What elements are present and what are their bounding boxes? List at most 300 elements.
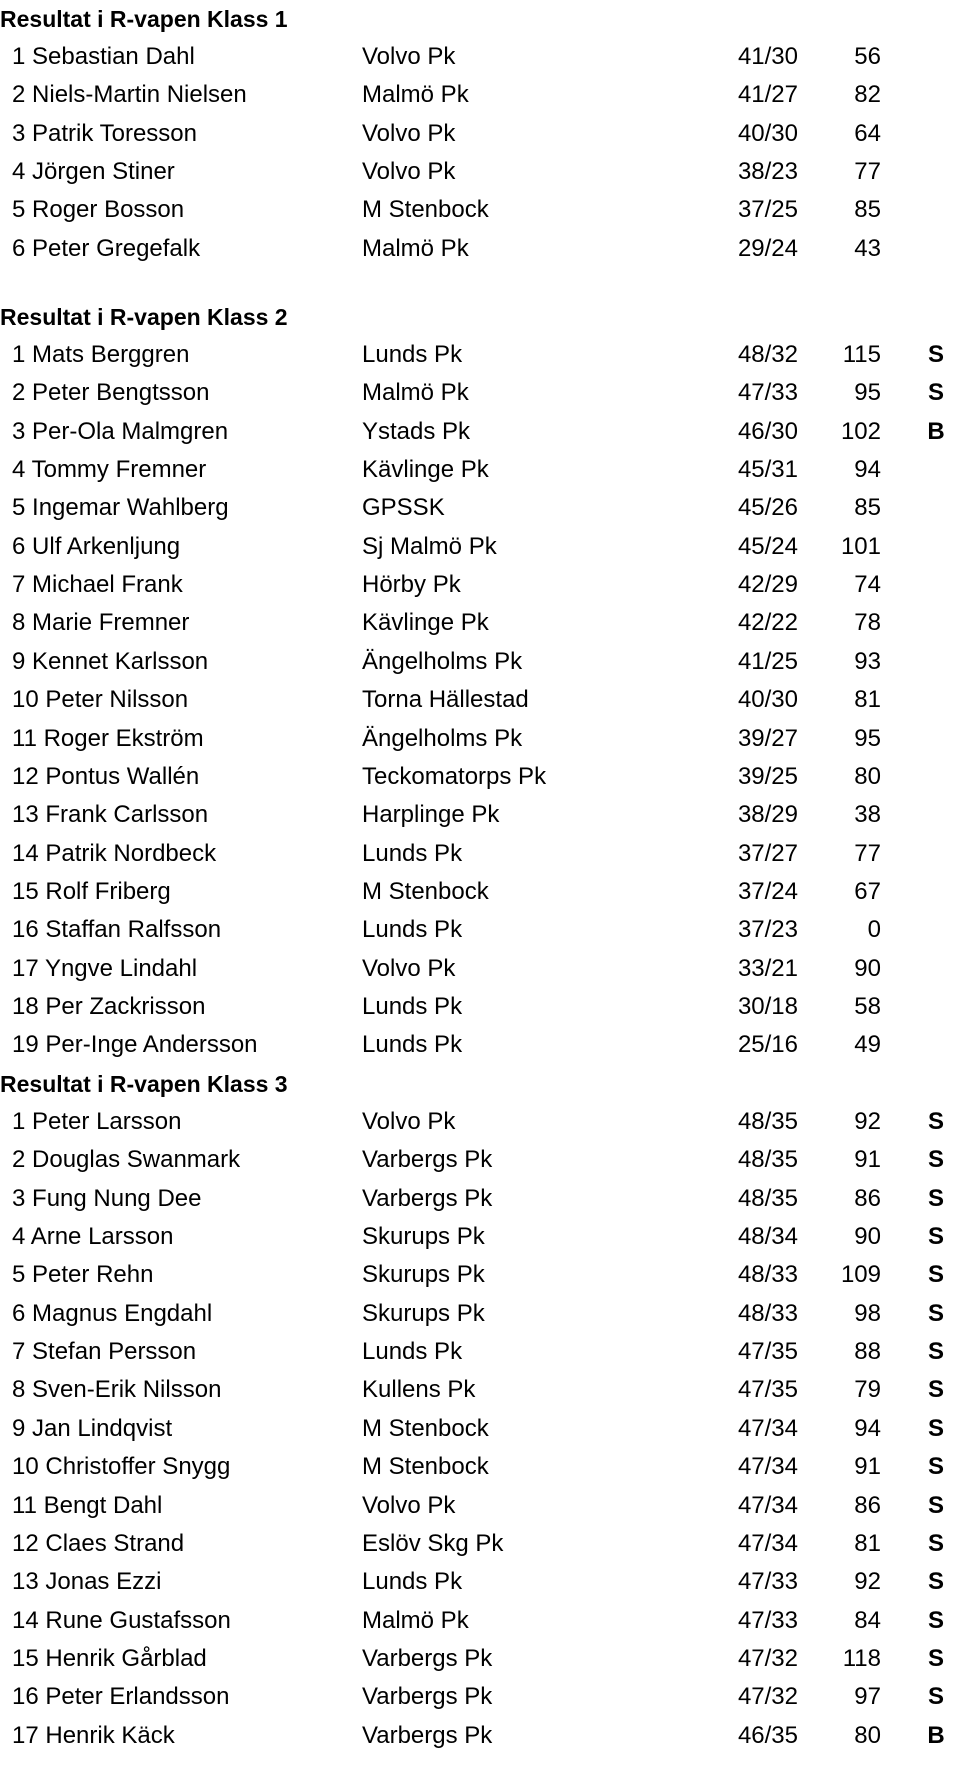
- mark-badge: S: [927, 1108, 944, 1135]
- competitor-name: Magnus Engdahl: [32, 1299, 213, 1327]
- place-number: 18: [12, 992, 39, 1020]
- place-number: 14: [12, 1606, 39, 1634]
- result-row: [0, 1487, 960, 1525]
- competitor-cell: [12, 489, 229, 527]
- result-row: [0, 374, 960, 412]
- competitor-name: Peter Gregefalk: [32, 234, 201, 262]
- club-name: Malmö Pk: [362, 234, 469, 262]
- points-value: 0: [867, 916, 881, 944]
- score-value: 47/34: [737, 1491, 798, 1519]
- points-value: 81: [854, 1529, 881, 1557]
- result-row: [0, 835, 960, 873]
- points-value: 94: [854, 1414, 881, 1442]
- mark-badge: S: [927, 1529, 944, 1557]
- place-number: 11: [12, 1491, 37, 1519]
- place-number: 19: [12, 1031, 39, 1059]
- points-value: 92: [854, 1108, 881, 1135]
- result-row: [0, 153, 960, 191]
- competitor-cell: [12, 1333, 196, 1371]
- club-name: Skurups Pk: [362, 1299, 485, 1327]
- competitor-name: Ulf Arkenljung: [32, 532, 181, 560]
- points-value: 86: [854, 1184, 881, 1212]
- result-row: [0, 1602, 960, 1640]
- result-row: [0, 911, 960, 949]
- score-value: 47/32: [737, 1644, 798, 1672]
- result-row: [0, 566, 960, 604]
- score-value: 47/35: [737, 1376, 798, 1404]
- score-value: 25/16: [737, 1031, 798, 1059]
- result-row: [0, 76, 960, 114]
- competitor-cell: [12, 1371, 221, 1409]
- competitor-name: Peter Nilsson: [45, 686, 189, 714]
- competitor-name: Bengt Dahl: [43, 1491, 163, 1519]
- competitor-name: Stefan Persson: [32, 1338, 197, 1366]
- points-value: 77: [854, 158, 881, 186]
- club-name: Eslöv Skg Pk: [362, 1529, 504, 1557]
- competitor-cell: [12, 1602, 231, 1640]
- score-value: 48/35: [737, 1146, 798, 1174]
- result-row: [0, 1256, 960, 1294]
- place-number: 13: [12, 801, 39, 829]
- competitor-cell: [12, 1678, 229, 1716]
- mark-badge: B: [927, 417, 945, 445]
- place-number: 1: [12, 1108, 26, 1135]
- result-row: [0, 1640, 960, 1678]
- result-row: [0, 1717, 960, 1755]
- club-name: M Stenbock: [362, 1414, 489, 1442]
- mark-badge: B: [927, 1721, 945, 1749]
- competitor-name: Peter Erlandsson: [45, 1683, 230, 1711]
- mark-badge: S: [927, 1491, 944, 1519]
- result-row: [0, 413, 960, 451]
- competitor-name: Jörgen Stiner: [32, 158, 175, 186]
- place-number: 8: [12, 1376, 26, 1404]
- result-row: [0, 1410, 960, 1448]
- club-name: Kullens Pk: [362, 1376, 476, 1404]
- competitor-name: Per Zackrisson: [45, 992, 206, 1020]
- competitor-cell: [12, 336, 189, 374]
- score-value: 47/33: [737, 1568, 798, 1596]
- result-row: [0, 489, 960, 527]
- club-name: Varbergs Pk: [362, 1721, 493, 1749]
- points-value: 43: [854, 234, 881, 262]
- score-value: 42/29: [737, 571, 798, 599]
- result-row: [0, 758, 960, 796]
- points-value: 97: [854, 1683, 881, 1711]
- competitor-name: Roger Ekström: [43, 724, 204, 752]
- score-value: 41/30: [737, 43, 798, 70]
- place-number: 6: [12, 532, 26, 560]
- score-value: 48/35: [737, 1184, 798, 1212]
- score-value: 37/27: [737, 839, 798, 867]
- score-value: 42/22: [737, 609, 798, 637]
- place-number: 3: [12, 119, 26, 147]
- place-number: 16: [12, 1683, 39, 1711]
- points-value: 95: [854, 724, 881, 752]
- score-value: 37/24: [737, 877, 798, 905]
- competitor-name: Fung Nung Dee: [32, 1184, 202, 1212]
- club-name: Volvo Pk: [362, 119, 456, 147]
- club-name: Varbergs Pk: [362, 1184, 493, 1212]
- place-number: 8: [12, 609, 26, 637]
- club-name: Hörby Pk: [362, 571, 461, 599]
- score-value: 48/32: [737, 341, 798, 368]
- place-number: 9: [12, 1414, 26, 1442]
- place-number: 17: [12, 954, 39, 982]
- competitor-cell: [12, 604, 189, 642]
- score-value: 47/35: [737, 1338, 798, 1366]
- result-row: [0, 1026, 960, 1064]
- result-row: [0, 1295, 960, 1333]
- result-row: [0, 528, 960, 566]
- competitor-cell: [12, 1487, 162, 1525]
- competitor-name: Michael Frank: [32, 571, 183, 599]
- club-name: Lunds Pk: [362, 1568, 463, 1596]
- place-number: 4: [12, 456, 26, 484]
- place-number: 16: [12, 916, 39, 944]
- score-value: 40/30: [737, 686, 798, 714]
- place-number: 17: [12, 1721, 39, 1749]
- competitor-name: Sebastian Dahl: [32, 43, 195, 70]
- club-name: GPSSK: [362, 494, 445, 522]
- competitor-name: Niels-Martin Nielsen: [32, 81, 247, 109]
- competitor-name: Christoffer Snygg: [45, 1453, 231, 1481]
- points-value: 101: [840, 532, 881, 560]
- place-number: 9: [12, 647, 26, 675]
- competitor-cell: [12, 988, 205, 1026]
- mark-badge: S: [927, 1606, 944, 1634]
- competitor-cell: [12, 1410, 172, 1448]
- competitor-cell: [12, 1218, 173, 1256]
- score-value: 45/26: [737, 494, 798, 522]
- competitor-cell: [12, 1256, 153, 1294]
- result-row: [0, 796, 960, 834]
- score-value: 47/34: [737, 1529, 798, 1557]
- place-number: 2: [12, 379, 26, 407]
- score-value: 30/18: [737, 992, 798, 1020]
- place-number: 15: [12, 1644, 39, 1672]
- competitor-name: Staffan Ralfsson: [45, 916, 222, 944]
- points-value: 93: [854, 647, 881, 675]
- points-value: 85: [854, 196, 881, 224]
- points-value: 115: [842, 341, 881, 368]
- points-value: 88: [854, 1338, 881, 1366]
- competitor-cell: [12, 1026, 258, 1064]
- competitor-cell: [12, 1563, 161, 1601]
- competitor-cell: [12, 1448, 230, 1486]
- place-number: 15: [12, 877, 39, 905]
- competitor-cell: [12, 1103, 181, 1141]
- result-row: [0, 873, 960, 911]
- result-row: [0, 191, 960, 229]
- place-number: 2: [12, 1146, 26, 1174]
- competitor-cell: [12, 720, 204, 758]
- result-row: [0, 643, 960, 681]
- result-row: [0, 1180, 960, 1218]
- mark-badge: S: [927, 1223, 944, 1251]
- competitor-name: Peter Larsson: [32, 1108, 182, 1135]
- club-name: Lunds Pk: [362, 341, 463, 368]
- competitor-name: Rolf Friberg: [45, 877, 171, 905]
- club-name: Skurups Pk: [362, 1223, 485, 1251]
- competitor-name: Mats Berggren: [32, 341, 190, 368]
- competitor-name: Sven-Erik Nilsson: [32, 1376, 222, 1404]
- mark-badge: S: [927, 1453, 944, 1481]
- place-number: 6: [12, 1299, 26, 1327]
- score-value: 37/25: [737, 196, 798, 224]
- score-value: 46/35: [737, 1721, 798, 1749]
- competitor-cell: [12, 758, 199, 796]
- section-title: Resultat i R-vapen Klass 2: [0, 304, 288, 330]
- points-value: 92: [854, 1568, 881, 1596]
- club-name: Malmö Pk: [362, 1606, 469, 1634]
- competitor-name: Henrik Käck: [45, 1721, 175, 1749]
- club-name: Volvo Pk: [362, 158, 456, 186]
- score-value: 38/23: [737, 158, 798, 186]
- competitor-name: Pontus Wallén: [45, 762, 200, 790]
- club-name: Harplinge Pk: [362, 801, 500, 829]
- competitor-cell: [12, 1141, 240, 1179]
- place-number: 3: [12, 417, 26, 445]
- club-name: Varbergs Pk: [362, 1146, 493, 1174]
- place-number: 1: [12, 341, 26, 368]
- club-name: Lunds Pk: [362, 992, 463, 1020]
- club-name: Teckomatorps Pk: [362, 762, 547, 790]
- place-number: 2: [12, 81, 26, 109]
- points-value: 109: [840, 1261, 881, 1289]
- competitor-cell: [12, 566, 183, 604]
- score-value: 45/24: [737, 532, 798, 560]
- score-value: 40/30: [737, 119, 798, 147]
- result-row: [0, 1371, 960, 1409]
- club-name: Kävlinge Pk: [362, 609, 489, 637]
- place-number: 5: [12, 1261, 26, 1289]
- mark-badge: S: [927, 1146, 944, 1174]
- result-row: [0, 681, 960, 719]
- result-row: [0, 38, 960, 76]
- competitor-cell: [12, 413, 228, 451]
- result-row: [0, 336, 960, 374]
- competitor-cell: [12, 115, 197, 153]
- points-value: 98: [854, 1299, 881, 1327]
- mark-badge: S: [927, 1414, 944, 1442]
- club-name: Lunds Pk: [362, 916, 463, 944]
- score-value: 48/34: [737, 1223, 798, 1251]
- points-value: 80: [854, 1721, 881, 1749]
- club-name: Volvo Pk: [362, 1108, 456, 1135]
- mark-badge: S: [927, 1261, 944, 1289]
- competitor-cell: [12, 153, 175, 191]
- points-value: 91: [854, 1453, 881, 1481]
- mark-badge: S: [927, 1568, 944, 1596]
- result-row: [0, 1563, 960, 1601]
- points-value: 118: [842, 1644, 881, 1672]
- club-name: Ystads Pk: [362, 417, 471, 445]
- points-value: 94: [854, 456, 881, 484]
- score-value: 39/25: [737, 762, 798, 790]
- competitor-cell: [12, 1180, 201, 1218]
- mark-badge: S: [927, 1683, 944, 1711]
- club-name: Kävlinge Pk: [362, 456, 489, 484]
- points-value: 56: [854, 43, 881, 70]
- score-value: 41/27: [737, 81, 798, 109]
- score-value: 41/25: [737, 647, 798, 675]
- club-name: Varbergs Pk: [362, 1683, 493, 1711]
- points-value: 90: [854, 1223, 881, 1251]
- result-row: [0, 1525, 960, 1563]
- points-value: 81: [854, 686, 881, 714]
- score-value: 37/23: [737, 916, 798, 944]
- place-number: 14: [12, 839, 39, 867]
- place-number: 6: [12, 234, 26, 262]
- competitor-cell: [12, 796, 208, 834]
- club-name: Torna Hällestad: [362, 686, 529, 714]
- points-value: 79: [854, 1376, 881, 1404]
- competitor-name: Henrik Gårblad: [45, 1644, 207, 1672]
- competitor-name: Patrik Toresson: [32, 119, 197, 147]
- competitor-cell: [12, 643, 208, 681]
- competitor-cell: [12, 1295, 212, 1333]
- points-value: 58: [854, 992, 881, 1020]
- points-value: 77: [854, 839, 881, 867]
- points-value: 49: [854, 1031, 881, 1059]
- points-value: 85: [854, 494, 881, 522]
- score-value: 38/29: [737, 801, 798, 829]
- score-value: 47/33: [737, 1606, 798, 1634]
- place-number: 7: [12, 571, 26, 599]
- mark-badge: S: [927, 1184, 944, 1212]
- score-value: 46/30: [737, 417, 798, 445]
- competitor-name: Frank Carlsson: [45, 801, 209, 829]
- competitor-cell: [12, 835, 216, 873]
- points-value: 102: [840, 417, 881, 445]
- mark-badge: S: [927, 1644, 944, 1672]
- competitor-cell: [12, 76, 247, 114]
- club-name: Volvo Pk: [362, 954, 456, 982]
- competitor-cell: [12, 681, 188, 719]
- result-row: [0, 1218, 960, 1256]
- score-value: 33/21: [737, 954, 798, 982]
- result-row: [0, 1333, 960, 1371]
- club-name: Varbergs Pk: [362, 1644, 493, 1672]
- place-number: 12: [12, 762, 39, 790]
- competitor-name: Patrik Nordbeck: [45, 839, 217, 867]
- points-value: 91: [854, 1146, 881, 1174]
- result-row: [0, 988, 960, 1026]
- points-value: 78: [854, 609, 881, 637]
- result-row: [0, 1678, 960, 1716]
- place-number: 1: [12, 43, 26, 70]
- competitor-cell: [12, 451, 206, 489]
- mark-badge: S: [927, 1338, 944, 1366]
- club-name: Volvo Pk: [362, 1491, 456, 1519]
- competitor-cell: [12, 1717, 175, 1755]
- competitor-name: Tommy Fremner: [31, 456, 207, 484]
- score-value: 29/24: [737, 234, 798, 262]
- score-value: 47/34: [737, 1414, 798, 1442]
- result-row: [0, 230, 960, 268]
- score-value: 39/27: [737, 724, 798, 752]
- competitor-cell: [12, 230, 200, 268]
- result-row: [0, 1103, 960, 1141]
- points-value: 86: [854, 1491, 881, 1519]
- competitor-cell: [12, 528, 180, 566]
- competitor-name: Douglas Swanmark: [32, 1146, 241, 1174]
- club-name: Ängelholms Pk: [362, 647, 523, 675]
- section-title: Resultat i R-vapen Klass 3: [0, 1071, 288, 1097]
- result-row: [0, 1141, 960, 1179]
- score-value: 47/33: [737, 379, 798, 407]
- club-name: Malmö Pk: [362, 81, 469, 109]
- section-title: Resultat i R-vapen Klass 1: [0, 6, 288, 32]
- points-value: 82: [854, 81, 881, 109]
- place-number: 3: [12, 1184, 26, 1212]
- competitor-name: Marie Fremner: [32, 609, 190, 637]
- result-row: [0, 604, 960, 642]
- points-value: 67: [854, 877, 881, 905]
- result-row: [0, 115, 960, 153]
- competitor-name: Yngve Lindahl: [44, 954, 198, 982]
- result-row: [0, 451, 960, 489]
- mark-badge: S: [927, 1376, 944, 1404]
- competitor-cell: [12, 873, 171, 911]
- place-number: 7: [12, 1338, 26, 1366]
- mark-badge: S: [927, 1299, 944, 1327]
- competitor-name: Peter Rehn: [32, 1261, 154, 1289]
- place-number: 10: [12, 1453, 39, 1481]
- club-name: Volvo Pk: [362, 43, 456, 70]
- competitor-name: Per-Inge Andersson: [45, 1031, 258, 1059]
- score-value: 47/32: [737, 1683, 798, 1711]
- score-value: 48/33: [737, 1299, 798, 1327]
- competitor-name: Ingemar Wahlberg: [32, 494, 229, 522]
- competitor-cell: [12, 38, 195, 76]
- score-value: 48/33: [737, 1261, 798, 1289]
- place-number: 10: [12, 686, 39, 714]
- result-row: [0, 950, 960, 988]
- place-number: 4: [12, 1223, 26, 1251]
- competitor-cell: [12, 191, 184, 229]
- place-number: 4: [12, 158, 26, 186]
- competitor-name: Arne Larsson: [30, 1223, 174, 1251]
- points-value: 64: [854, 119, 881, 147]
- competitor-name: Claes Strand: [45, 1529, 185, 1557]
- competitor-name: Rune Gustafsson: [45, 1606, 231, 1634]
- competitor-cell: [12, 911, 221, 949]
- club-name: Skurups Pk: [362, 1261, 485, 1289]
- score-value: 47/34: [737, 1453, 798, 1481]
- competitor-cell: [12, 1640, 207, 1678]
- competitor-name: Jan Lindqvist: [32, 1414, 173, 1442]
- points-value: 95: [854, 379, 881, 407]
- club-name: Ängelholms Pk: [362, 724, 523, 752]
- score-value: 45/31: [737, 456, 798, 484]
- score-value: 48/35: [737, 1108, 798, 1135]
- competitor-cell: [12, 950, 197, 988]
- club-name: Malmö Pk: [362, 379, 469, 407]
- competitor-name: Roger Bosson: [32, 196, 185, 224]
- competitor-name: Per-Ola Malmgren: [32, 417, 229, 445]
- competitor-cell: [12, 374, 209, 412]
- points-value: 74: [854, 571, 881, 599]
- place-number: 11: [12, 724, 37, 752]
- place-number: 5: [12, 196, 26, 224]
- competitor-name: Jonas Ezzi: [45, 1568, 162, 1596]
- result-row: [0, 1448, 960, 1486]
- competitor-name: Peter Bengtsson: [32, 379, 210, 407]
- points-value: 38: [854, 801, 881, 829]
- club-name: Lunds Pk: [362, 1031, 463, 1059]
